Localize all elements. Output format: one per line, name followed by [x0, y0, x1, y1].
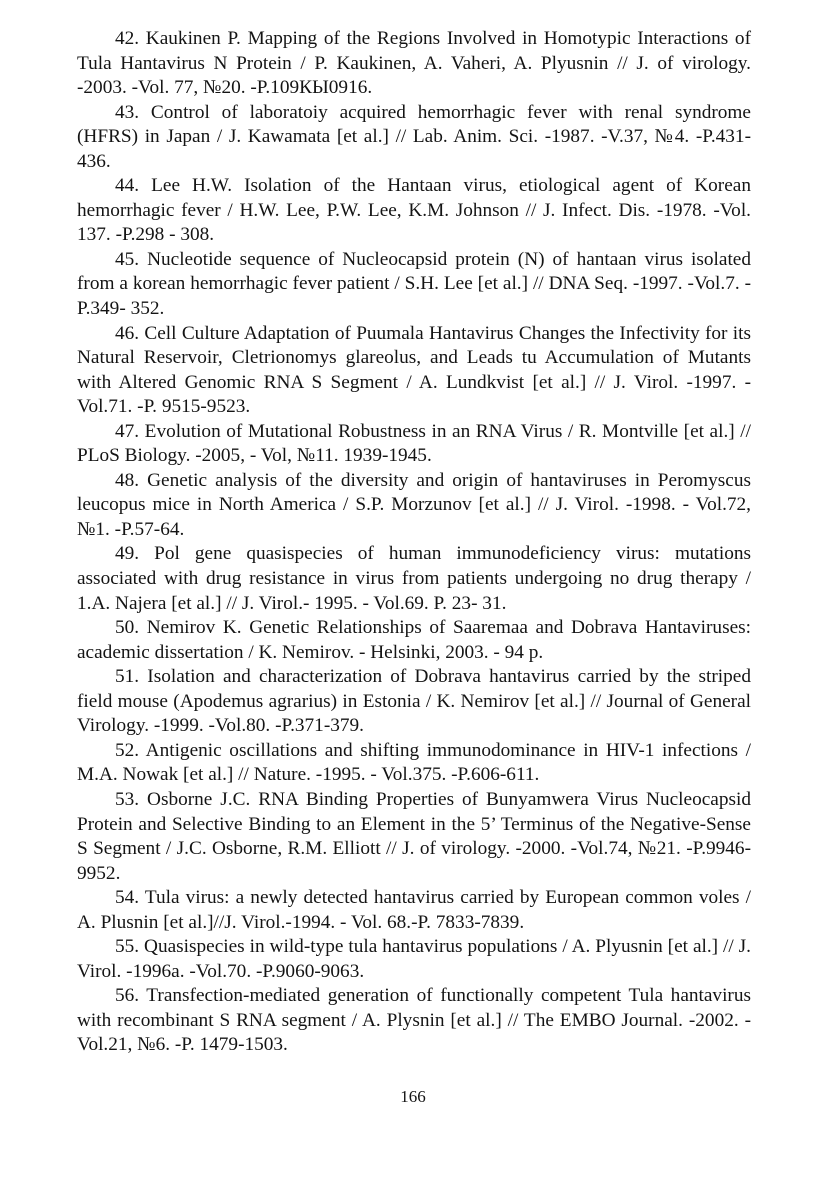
reference-entry: 50. Nemirov K. Genetic Relationships of Saaremaa and Dobrava Hantaviruses: academic dissertation / K. Nemirov. - Helsinki, 2003. - 94 p. [77, 617, 751, 663]
reference-entry: 46. Cell Culture Adaptation of Puumala Hantavirus Changes the Infectivity for its Natural Reservoir, Cletrionomys glareolus, and Leads tu Accumulation of Mutants with Altered Genomic RNA S Segment / A. Lundkvist [et al.] // J. Virol. -1997. - Vol.71. -P. 9515-9523. [77, 322, 751, 418]
reference-entry: 54. Tula virus: a newly detected hantavirus carried by European common voles / A. Plusnin [et al.]//J. Virol.-1994. - Vol. 68.-P. 7833-7839. [77, 887, 751, 933]
reference-entry: 52. Antigenic oscillations and shifting immunodominance in HIV-1 infections / M.A. Nowak [et al.] // Nature. -1995. - Vol.375. -P.606-611. [77, 739, 751, 786]
reference-entry: 44. Lee H.W. Isolation of the Hantaan virus, etiological agent of Korean hemorrhagic fever / H.W. Lee, P.W. Lee, K.M. Johnson // J. Infect. Dis. -1978. -Vol. 137. -P.298 - 308. [77, 175, 751, 246]
reference-entry: 48. Genetic analysis of the diversity and origin of hantaviruses in Peromyscus leucopus mice in North America / S.P. Morzunov [et al.] // J. Virol. -1998. - Vol.72, №1. -P.57-64. [77, 469, 751, 540]
reference-entry: 53. Osborne J.C. RNA Binding Properties of Bunyamwera Virus Nucleocapsid Protein and Selective Binding to an Element in the 5’ Terminus of the Negative-Sense S Segment / J.C. Osborne, R.M. Elliott // J. of virology. -2000. -Vol.74, №21. -P.9946-9952. [77, 788, 751, 884]
reference-entry: 49. Pol gene quasispecies of human immunodeficiency virus: mutations associated with drug resistance in virus from patients undergoing no drug therapy / 1.A. Najera [et al.] // J. Virol.- 1995. - Vol.69. P. 23- 31. [77, 543, 751, 614]
reference-entry: 56. Transfection-mediated generation of functionally competent Tula hantavirus with recombinant S RNA segment / A. Plysnin [et al.] // The EMBO Journal. -2002. -Vol.21, №6. -P. 1479-1503. [77, 985, 751, 1056]
page-number: 166 [400, 1087, 426, 1106]
reference-entry: 42. Kaukinen P. Mapping of the Regions Involved in Homotypic Interactions of Tula Hantavirus N Protein / P. Kaukinen, A. Vaheri, A. Plyusnin // J. of virology. -2003. -Vol. 77, №20. -P.109КЫ0916. [77, 28, 751, 99]
reference-entry: 47. Evolution of Mutational Robustness in an RNA Virus / R. Montville [et al.] // PLoS Biology. -2005, - Vol, №11. 1939-1945. [77, 420, 751, 467]
reference-entry: 51. Isolation and characterization of Dobrava hantavirus carried by the striped field mouse (Apodemus agrarius) in Estonia / K. Nemirov [et al.] // Journal of General Virology. -1999. -Vol.80. -P.371-379. [77, 666, 751, 737]
reference-list [77, 27, 751, 1058]
reference-entry: 45. Nucleotide sequence of Nucleocapsid protein (N) of hantaan virus isolated from a korean hemorrhagic fever patient / S.H. Lee [et al.] // DNA Seq. -1997. -Vol.7. -P.349- 352. [77, 248, 751, 320]
reference-entry: 55. Quasispecies in wild-type tula hantavirus populations / A. Plyusnin [et al.] // J. Virol. -1996a. -Vol.70. -P.9060-9063. [77, 936, 751, 982]
reference-entry: 43. Control of laboratoiy acquired hemorrhagic fever with renal syndrome (HFRS) in Japan / J. Kawamata [et al.] // Lab. Anim. Sci. -1987. -V.37, №4. -P.431-436. [77, 101, 751, 172]
